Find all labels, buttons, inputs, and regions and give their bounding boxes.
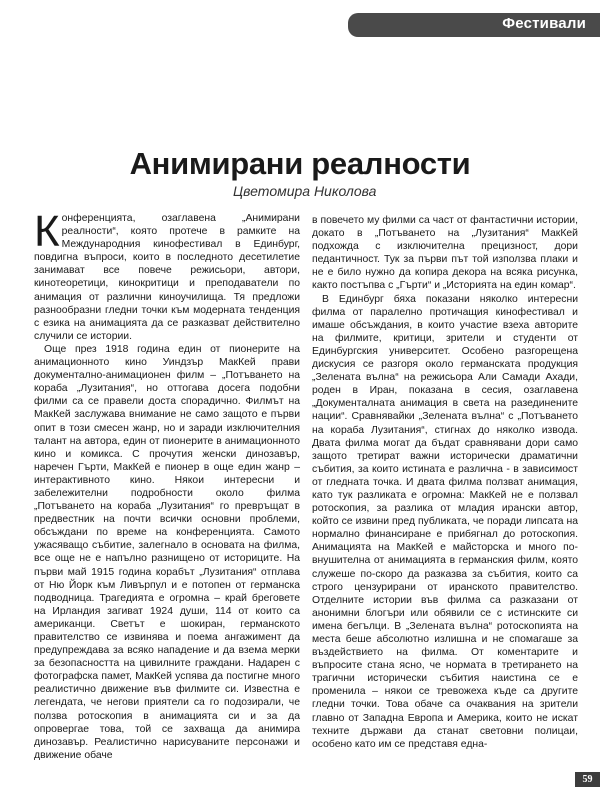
article-column-right [312,214,578,751]
paragraph: Още през 1918 година един от пионерите на анимационното кино Уиндзър МакКей прави документално-анимационен филм – „Потъването на кораба „Лузитания“, но оттогава досега подобни филми са се правели доста спорадично. Филмът на МакКей заслужава внимание не само защото е първи опит в този смесен жанр, но и заради изключителния талант на автора, един от пионерите в анимационното кино и комикса. С прочутия женски динозавър, наречен Гърти, МакКей е пионер в още един жанр – интерактивното кино. Някои интересни и забележителни подробности около филма „Потъването на кораба „Лузитания“ го превръщат в предвестник на почти всички основни проблеми, обсъждани по време на конференцията. Самото ужасяващо събитие, залегнало в основата на филма, все още не е напълно разнищено от историците. На първи май 1915 година корабът „Лузитания“ отплава от Ню Йорк към Ливърпул и е потопен от германска подводница. Трагедията е огромна – край бреговете на Ирландия загиват 1924 души, 114 от които са американци. Светът е шокиран, германското правителство се извинява и поема ангажимент да предупреждава за всяко нападение и да взема мерки за безопасността на цивилните граждани. Надарен с фотографска памет, МакКей успява да постигне много реалистично движение във филмите си. Известна е легендата, че негови приятели са го подозирали, че ползва ротоскопия в анимацията си и за да опровергае това, той се захваща да анимира динозавър. Реалистично нарисуваните персонажи и движение обаче [34,343,300,761]
paragraph: В Единбург бяха показани няколко интересни филма от паралелно протичащия кинофестивал и имаше обсъждания, в които участие взеха авторите на филмите, критици, зрители и студенти от Единбургския университет. Особено разгорещена дискусия се разгоря около германската продукция „Зелената вълна“ на режисьора Али Самади Ахади, роден в Иран, показана в сесия, озаглавена „Документалната анимация в света на разединените нации“. Сравнявайки „Зелената вълна“ с „Потъването на кораба Лузитания“, стигнах до няколко извода. Двата филма могат да бъдат сравнявани дори само защото третират важни исторически драматични събития, за които истината е различна - в зависимост от гледната точка. И двата филма ползват анимация, като тук разликата е огромна: МакКей не е ползвал ротоскопия, за разлика от младия ирански автор, който се извини пред публиката, че поради липсата на нормално финансиране е прибягнал до ротоскопия. Анимацията на МакКей е майсторска и много по-внушителна от анимацията в германския филм, която служеше по-скоро да разказва за събития, които са строго цензурирани от иранското правителство. Отделните истории във филма са разказани от анонимни блогъри или обявили се с истинските си имена бегълци. В „Зелената вълна“ ротоскопията на места беше абсолютно излишна и не спомагаше за въздействието на филма. От коментарите и въпросите стана ясно, че нормата в третирането на трагични исторически събития наистина се е променила – някои се тревожеха къде са другите гледни точки. Това обаче са очаквания на зрители главно от Западна Европа и Америка, които не искат техните държави да станат световни полицаи, особено като им се представя една- [312,293,578,750]
section-label: Фестивали [502,15,586,32]
section-header-band [348,13,600,37]
paragraph: онференцията, озаглавена „Анимирани реалности“, която протече в рамките на Международния кинофестивал в Единбург, повдигна въпроси, които в последното десетилетие занимават все повече режисьори, автори, кинотеоретици, кинокритици и преподаватели по анимация от различни киноучилища. Тя предложи разнообразни гледни точки към модерната тенденция с езика на анимацията да се разказват действително случили се истории. [34,213,300,342]
page-number: 59 [575,772,600,787]
drop-cap: К [34,207,60,256]
paragraph: в повечето му филми са част от фантастични истории, докато в „Потъването на „Лузитания“ МакКей подхожда с изключителна прецизност, дори педантичност. Тук за първи път той използва плаки и не е било нужно да копира декора на всяка рисунка, както постъпва с „Гърти“ и „Историята на един комар“. [312,215,578,292]
article-title: Анимирани реалности [129,146,471,181]
article-author: Цветомира Николова [233,183,377,199]
article-column-left [34,207,300,762]
